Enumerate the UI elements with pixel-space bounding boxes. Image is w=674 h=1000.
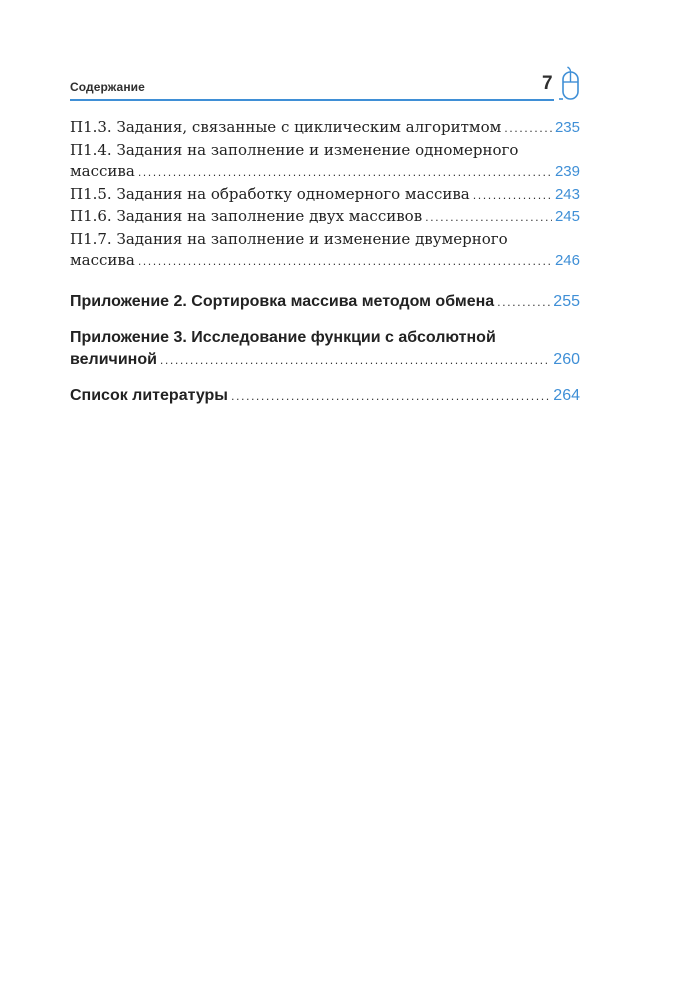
dot-leader [138,162,552,184]
dot-leader [504,118,552,140]
dot-leader [231,386,550,408]
dot-leader [473,185,552,207]
toc-page-number[interactable]: 245 [554,208,580,225]
toc-entry-appendix-2[interactable] [70,291,580,314]
toc-page-number[interactable]: 243 [554,185,580,203]
toc-page-number[interactable]: 235 [554,119,580,136]
toc-page-number[interactable]: 246 [554,252,580,269]
section-title: Содержание [70,80,145,94]
table-of-contents [70,117,582,408]
toc-entry-p1-7[interactable] [70,229,580,273]
computer-mouse-icon [557,66,583,106]
toc-page-number[interactable]: 239 [554,163,580,180]
page-number: 7 [542,73,553,94]
toc-entry-title: Приложение 2. Сортировка массива методом обмена [70,292,495,310]
header-rule [70,99,554,101]
toc-entry-p1-3[interactable] [70,117,580,140]
dot-leader [138,251,552,273]
toc-entry-appendix-3[interactable] [70,327,580,371]
toc-entry-title: Список литературы [70,387,228,404]
toc-entry-title-continued: величиной [70,350,157,368]
toc-entry-p1-4[interactable] [70,140,580,184]
toc-page-number[interactable]: 255 [553,292,580,310]
dot-leader [497,292,550,314]
toc-entry-title: П1.5. Задания на обработку одномерного массива [70,184,470,203]
toc-entry-title: П1.3. Задания, связанные с циклическим алгоритмом [70,118,502,136]
toc-page-number[interactable]: 264 [553,387,580,404]
toc-entry-title-continued: массива [70,162,135,180]
toc-entry-p1-6[interactable] [70,206,580,229]
toc-entry-title: Приложение 3. Исследование функции с абсолютной [70,329,496,346]
toc-entry-title: П1.6. Задания на заполнение двух массивов [70,207,423,225]
toc-entry-p1-5[interactable] [70,184,580,207]
toc-entry-title-continued: массива [70,251,135,269]
toc-entry-title: П1.7. Задания на заполнение и изменение двумерного [70,229,508,248]
running-header [70,66,582,104]
toc-entry-title: П1.4. Задания на заполнение и изменение одномерного [70,140,519,159]
toc-entry-bibliography[interactable] [70,385,580,408]
dot-leader [425,207,552,229]
toc-page-number[interactable]: 260 [553,350,580,368]
dot-leader [160,350,550,372]
